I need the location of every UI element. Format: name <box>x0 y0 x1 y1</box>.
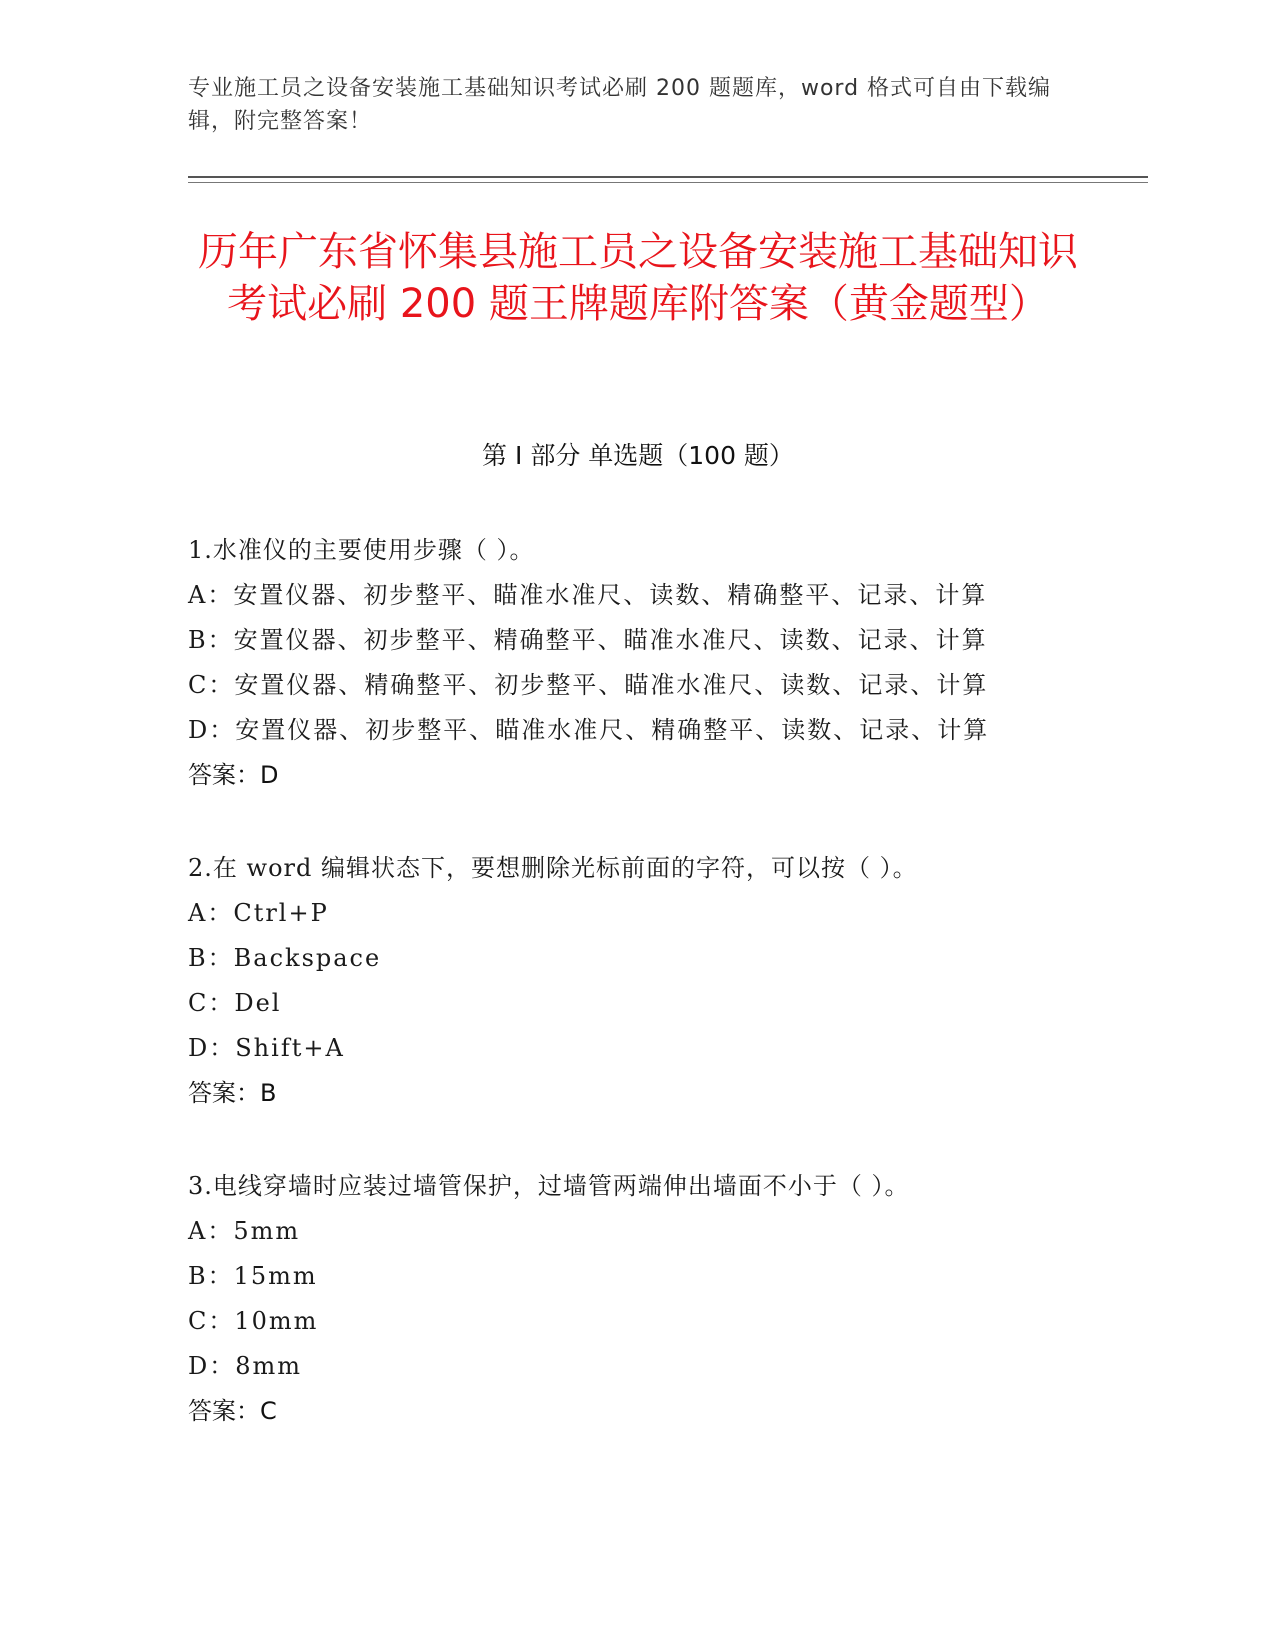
document-title: 历年广东省怀集县施工员之设备安装施工基础知识考试必刷 200 题王牌题库附答案（黄金题型） <box>198 229 1078 327</box>
section-heading: 第 I 部分 单选题（100 题） <box>482 441 794 470</box>
header-divider-thin <box>188 182 1148 183</box>
option-a: A：5mm <box>188 1217 301 1245</box>
option-c: C：安置仪器、精确整平、初步整平、瞄准水准尺、读数、记录、计算 <box>188 671 989 699</box>
option-c: C：Del <box>188 989 282 1017</box>
question-stem: 3.电线穿墙时应装过墙管保护，过墙管两端伸出墙面不小于（ ）。 <box>188 1172 910 1200</box>
option-a: A：Ctrl+P <box>188 899 329 927</box>
option-a: A：安置仪器、初步整平、瞄准水准尺、读数、精确整平、记录、计算 <box>188 581 988 609</box>
question-stem: 1.水准仪的主要使用步骤（ ）。 <box>188 536 535 564</box>
question-3 <box>188 1164 1088 1434</box>
question-list <box>188 528 1088 1482</box>
option-c: C：10mm <box>188 1307 319 1335</box>
question-1 <box>188 528 1088 798</box>
question-stem: 2.在 word 编辑状态下，要想删除光标前面的字符，可以按（ ）。 <box>188 854 918 882</box>
option-d: D：Shift+A <box>188 1034 345 1062</box>
answer-line: 答案：B <box>188 1079 277 1107</box>
option-b: B：15mm <box>188 1262 318 1290</box>
answer-line: 答案：C <box>188 1397 277 1425</box>
option-d: D：安置仪器、初步整平、瞄准水准尺、精确整平、读数、记录、计算 <box>188 716 990 744</box>
option-d: D：8mm <box>188 1352 303 1380</box>
answer-line: 答案：D <box>188 761 279 789</box>
option-b: B：安置仪器、初步整平、精确整平、瞄准水准尺、读数、记录、计算 <box>188 626 988 654</box>
question-2 <box>188 846 1088 1116</box>
header-divider-thick <box>188 176 1148 178</box>
header-note: 专业施工员之设备安装施工基础知识考试必刷 200 题题库，word 格式可自由下载编辑，附完整答案！ <box>188 76 1052 134</box>
option-b: B：Backspace <box>188 944 382 972</box>
